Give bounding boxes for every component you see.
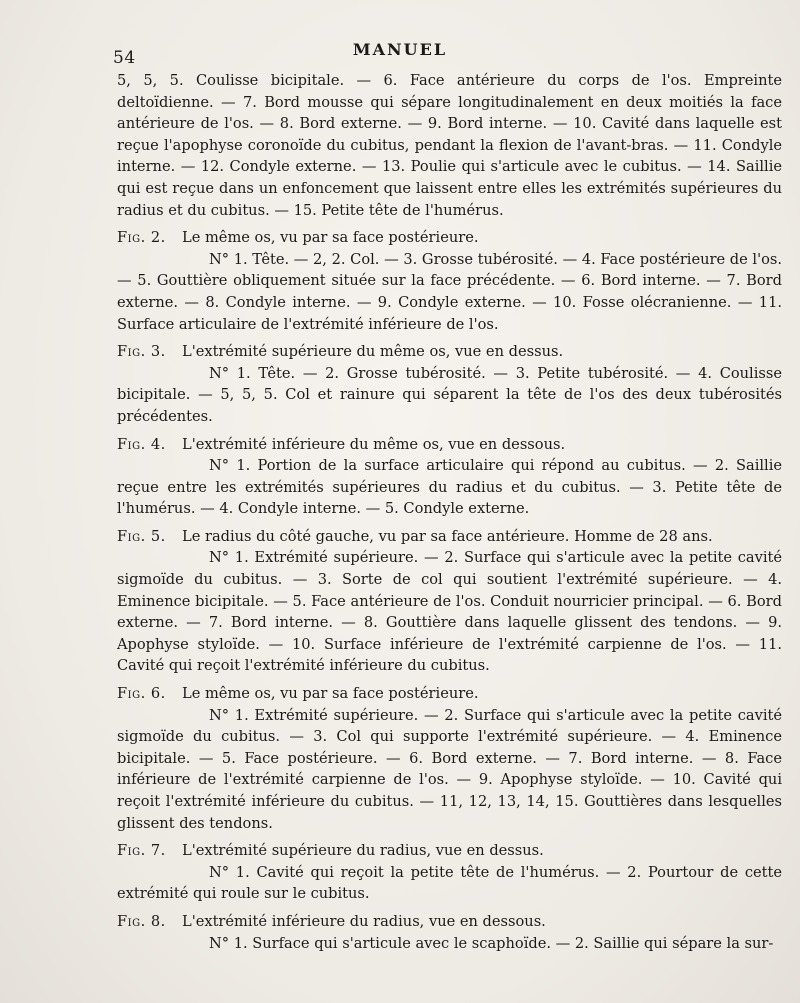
figure-legend: N° 1. Extrémité supérieure. — 2. Surface qui s'articule avec la petite cavité sigmoïde du cubitus. — 3. Sorte de col qui soutient l'extrémité supérieure. — 4. Eminence bicipitale. — 5. Face antérieure de l'os. Conduit nourricier principal. — 6. Bord externe. — 7. Bord interne. — 8. Gouttière dans laquelle glissent des tendons. — 9. Apophyse styloïde. — 10. Surface inférieure de l'extrémité carpienne de l'os. — 11. Cavité qui reçoit l'extrémité inférieure du cubitus. xyxy=(117,549,782,675)
figure-4 xyxy=(117,434,782,520)
figure-3 xyxy=(117,341,782,427)
figure-legend: N° 1. Portion de la surface articulaire qui répond au cubitus. — 2. Saillie reçue entre les extrémités supérieures du radius et du cubitus. — 3. Petite tête de l'humérus. — 4. Condyle interne. — 5. Condyle externe. xyxy=(117,457,782,518)
figure-label: Fig. 4. xyxy=(117,435,166,453)
figure-caption: L'extrémité supérieure du radius, vue en dessus. xyxy=(182,842,544,860)
figure-legend: N° 1. Cavité qui reçoit la petite tête de l'humérus. — 2. Pourtour de cette extrémité qui roule sur le cubitus. xyxy=(117,863,782,903)
running-title: MANUEL xyxy=(352,40,448,59)
figure-caption: Le même os, vu par sa face postérieure. xyxy=(182,685,479,703)
page-header xyxy=(0,40,800,70)
figure-7 xyxy=(117,840,782,905)
figure-label: Fig. 2. xyxy=(117,229,166,247)
figure-legend: N° 1. Tête. — 2. Grosse tubérosité. — 3. Petite tubérosité. — 4. Coulisse bicipitale. — 5, 5, 5. Col et rainure qui séparent la tête de l'os des deux tubérosités précédentes. xyxy=(117,364,782,425)
figure-legend: N° 1. Surface qui s'articule avec le scaphoïde. — 2. Saillie qui sépare la sur- xyxy=(209,934,774,952)
figure-5 xyxy=(117,526,782,677)
figure-label: Fig. 6. xyxy=(117,685,166,703)
figure-caption: L'extrémité inférieure du même os, vue en dessous. xyxy=(182,435,566,453)
figure-6 xyxy=(117,683,782,834)
page-number: 54 xyxy=(113,48,136,68)
figure-caption: Le même os, vu par sa face postérieure. xyxy=(182,229,479,247)
figure-legend: N° 1. Extrémité supérieure. — 2. Surface qui s'articule avec la petite cavité sigmoïde du cubitus. — 3. Col qui supporte l'extrémité supérieure. — 4. Eminence bicipitale. — 5. Face postérieure. — 6. Bord externe. — 7. Bord interne. — 8. Face inférieure de l'extrémité carpienne de l'os. — 9. Apophyse styloïde. — 10. Cavité qui reçoit l'extrémité inférieure du cubitus. — 11, 12, 13, 14, 15. Gouttières dans lesquelles glissent des tendons. xyxy=(117,706,782,832)
figure-label: Fig. 5. xyxy=(117,527,166,545)
page-body xyxy=(117,70,782,954)
figure-label: Fig. 8. xyxy=(117,912,166,930)
figure-label: Fig. 7. xyxy=(117,842,166,860)
figure-2 xyxy=(117,227,782,335)
figure-legend: N° 1. Tête. — 2, 2. Col. — 3. Grosse tubérosité. — 4. Face postérieure de l'os. — 5. Gouttière obliquement située sur la face précédente. — 6. Bord interne. — 7. Bord externe. — 8. Condyle interne. — 9. Condyle externe. — 10. Fosse olécranienne. — 11. Surface articulaire de l'extrémité inférieure de l'os. xyxy=(117,250,782,333)
figure-caption: L'extrémité supérieure du même os, vue en dessus. xyxy=(182,343,564,361)
intro-paragraph: 5, 5, 5. Coulisse bicipitale. — 6. Face antérieure du corps de l'os. Empreinte deltoïdienne. — 7. Bord mousse qui sépare longitudinalement en deux moitiés la face antérieure de l'os. — 8. Bord externe. — 9. Bord interne. — 10. Cavité dans laquelle est reçue l'apophyse coronoïde du cubitus, pendant la flexion de l'avant-bras. — 11. Condyle interne. — 12. Condyle externe. — 13. Poulie qui s'articule avec le cubitus. — 14. Saillie qui est reçue dans un enfoncement que laissent entre elles les extrémités supérieures du radius et du cubitus. — 15. Petite tête de l'humérus. xyxy=(117,72,782,219)
figure-caption: Le radius du côté gauche, vu par sa face antérieure. Homme de 28 ans. xyxy=(182,527,713,545)
figure-caption: L'extrémité inférieure du radius, vue en dessous. xyxy=(182,912,546,930)
figure-label: Fig. 3. xyxy=(117,343,166,361)
figure-8 xyxy=(117,911,782,954)
